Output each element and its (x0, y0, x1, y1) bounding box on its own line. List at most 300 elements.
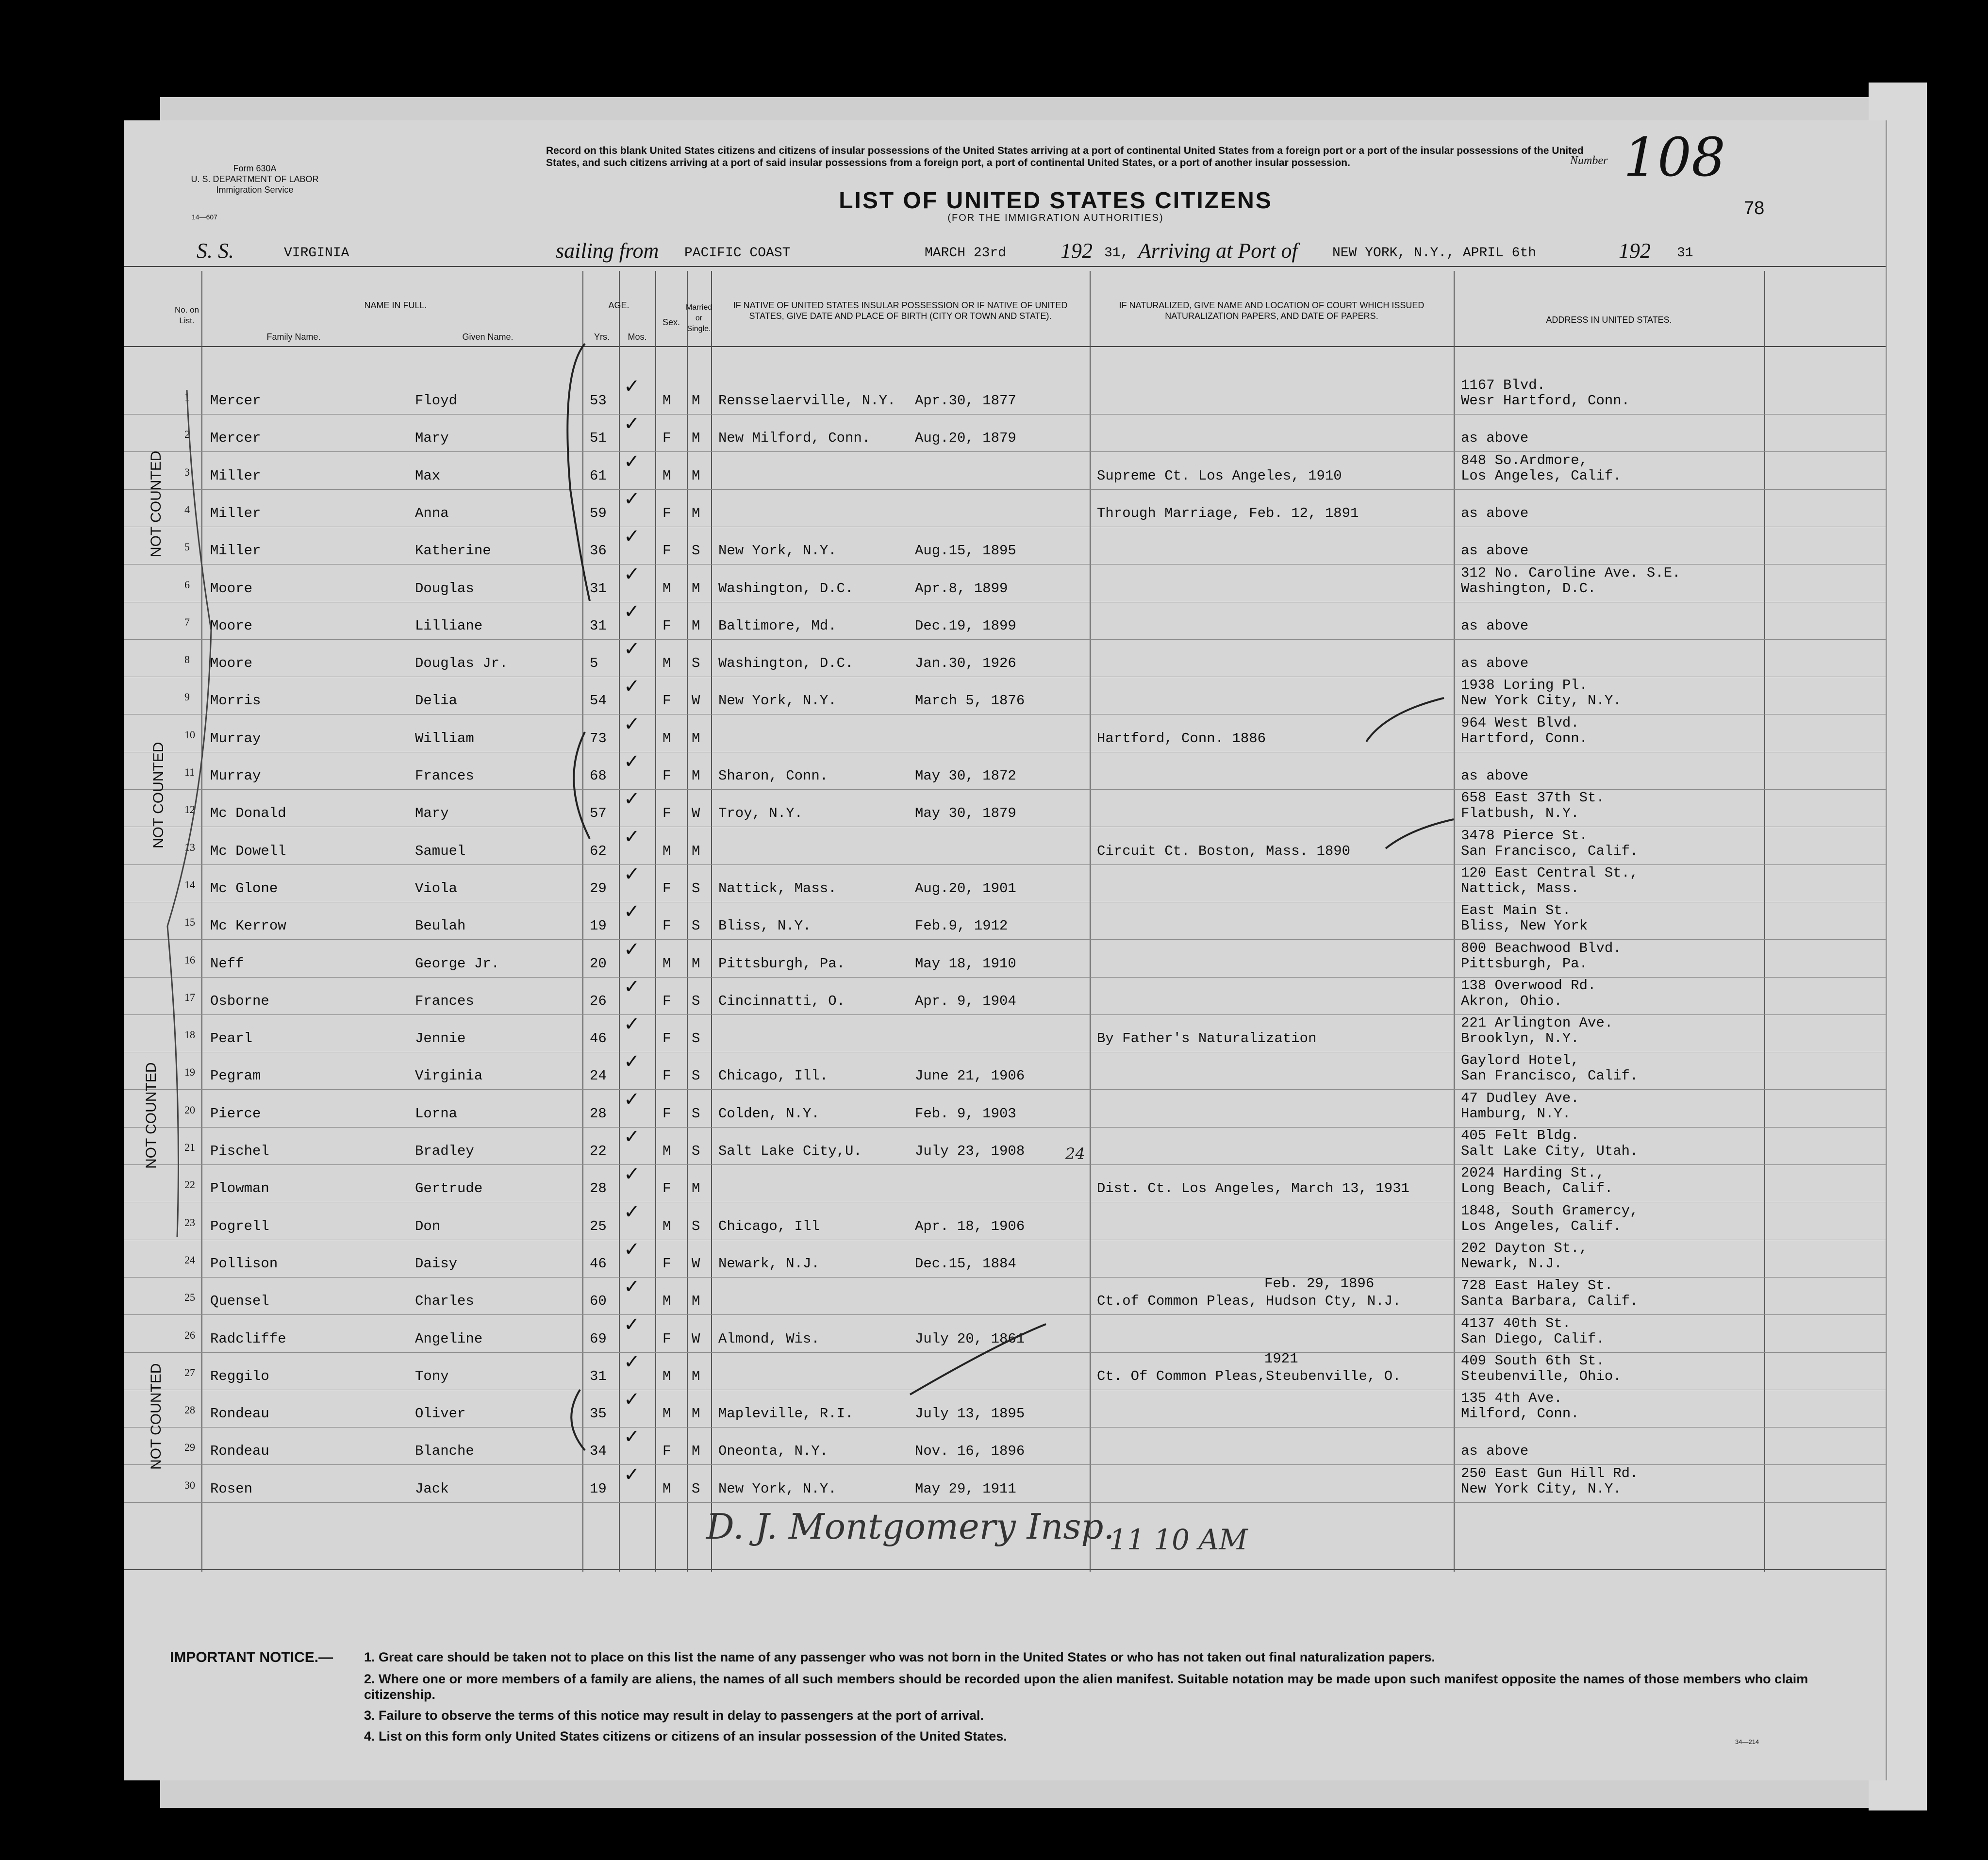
manifest-page (124, 120, 1887, 1780)
marital-status: M (692, 730, 700, 747)
marital-status: W (692, 1255, 700, 1272)
binder-hole (53, 1417, 79, 1450)
binder-hole (63, 1046, 88, 1079)
birth-date: July 13, 1895 (915, 1406, 1025, 1422)
age-years: 26 (590, 993, 607, 1009)
naturalization: Ct. Of Common Pleas,Steubenville, O. (1097, 1368, 1401, 1384)
marital-status: M (692, 843, 700, 859)
check-mark-icon: ✓ (624, 1013, 640, 1036)
birth-date: Aug.20, 1879 (915, 430, 1016, 447)
row-number: 22 (184, 1179, 195, 1191)
given-name: Mary (415, 430, 449, 447)
check-mark-icon: ✓ (624, 1238, 640, 1261)
address-line-1: 221 Arlington Ave. (1461, 1015, 1613, 1031)
age-years: 36 (590, 543, 607, 559)
check-mark-icon: ✓ (624, 413, 640, 435)
address-line-1: 728 East Haley St. (1461, 1278, 1613, 1294)
address-line-2: as above (1461, 617, 1529, 634)
arrival-port: NEW YORK, N.Y., APRIL 6th (1332, 246, 1537, 261)
address-line-2: Nattick, Mass. (1461, 880, 1579, 897)
marital-status: W (692, 693, 700, 709)
row-number: 14 (184, 878, 195, 891)
address-line-1: Gaylord Hotel, (1461, 1052, 1579, 1069)
notice-label: IMPORTANT NOTICE.— (170, 1649, 333, 1665)
not-counted-note: NOT COUNTED (150, 742, 166, 848)
row-number: 2 (184, 428, 190, 441)
marital-status: S (692, 543, 700, 559)
birth-date: Jan.30, 1926 (915, 655, 1016, 672)
row-number: 28 (184, 1404, 195, 1416)
address-line-2: Long Beach, Calif. (1461, 1180, 1613, 1197)
marital-status: S (692, 993, 700, 1009)
address-line-1: 405 Felt Bldg. (1461, 1128, 1579, 1144)
age-years: 57 (590, 805, 607, 822)
given-name: Charles (415, 1293, 474, 1310)
row-number: 15 (184, 916, 195, 929)
address-line-1: 312 No. Caroline Ave. S.E. (1461, 565, 1681, 581)
age-years: 5 (590, 655, 598, 672)
check-mark-icon: ✓ (624, 563, 640, 585)
naturalization: Hartford, Conn. 1886 (1097, 730, 1266, 747)
marital-status: M (692, 393, 700, 409)
address-line-1: 1167 Blvd. (1461, 377, 1546, 393)
birth-place: Pittsburgh, Pa. (718, 955, 845, 972)
address-line-1: 1938 Loring Pl. (1461, 677, 1588, 694)
col-head-married: Married or Single. (686, 303, 712, 333)
form-number: Form 630A (233, 164, 277, 173)
birth-place: Mapleville, R.I. (718, 1406, 854, 1422)
marital-status: M (692, 1180, 700, 1197)
col-head-given: Given Name. (462, 332, 514, 342)
family-name: Pischel (210, 1143, 269, 1159)
given-name: Blanche (415, 1443, 474, 1460)
marital-status: M (692, 1443, 700, 1460)
sex: M (663, 655, 671, 672)
check-mark-icon: ✓ (624, 600, 640, 623)
address-line-2: San Diego, Calif. (1461, 1330, 1605, 1347)
given-name: Gertrude (415, 1180, 483, 1197)
age-years: 69 (590, 1330, 607, 1347)
age-years: 54 (590, 693, 607, 709)
sex: M (663, 1368, 671, 1384)
birth-place: Chicago, Ill. (718, 1068, 828, 1084)
birth-date: Apr.30, 1877 (915, 393, 1016, 409)
sex: M (663, 1406, 671, 1422)
check-mark-icon: ✓ (624, 938, 640, 961)
address-line-2: New York City, N.Y. (1461, 693, 1622, 709)
address-line-1: 120 East Central St., (1461, 864, 1639, 881)
age-years: 20 (590, 955, 607, 972)
row-number: 11 (184, 766, 195, 778)
col-head-mos: Mos. (628, 332, 647, 342)
ship-name: VIRGINIA (284, 246, 349, 261)
birth-place: Nattick, Mass. (718, 880, 837, 897)
given-name: Tony (415, 1368, 449, 1384)
sex: F (663, 805, 671, 822)
address-line-1: 409 South 6th St. (1461, 1352, 1605, 1369)
inspection-time: 11 10 AM (1109, 1523, 1248, 1556)
birth-place: Rensselaerville, N.Y. (718, 393, 896, 409)
birth-date: July 20, 1861 (915, 1330, 1025, 1347)
check-mark-icon: ✓ (624, 525, 640, 548)
family-name: Miller (210, 467, 261, 484)
marital-status: W (692, 805, 700, 822)
age-years: 29 (590, 880, 607, 897)
row-number: 9 (184, 691, 190, 703)
sex: M (663, 393, 671, 409)
address-line-2: Santa Barbara, Calif. (1461, 1293, 1639, 1310)
service: Immigration Service (216, 185, 294, 195)
family-name: Pearl (210, 1030, 253, 1047)
sex: M (663, 955, 671, 972)
sex: F (663, 1030, 671, 1047)
age-years: 19 (590, 918, 607, 934)
sex: F (663, 918, 671, 934)
check-mark-icon: ✓ (624, 1050, 640, 1073)
address-line-2: as above (1461, 1443, 1529, 1460)
row-number: 5 (184, 541, 190, 553)
family-name: Mc Donald (210, 805, 286, 822)
check-mark-icon: ✓ (624, 975, 640, 998)
page-subtitle: (FOR THE IMMIGRATION AUTHORITIES) (947, 213, 1164, 223)
row-number: 7 (184, 615, 190, 628)
sex: F (663, 768, 671, 784)
form-code: 14—607 (192, 213, 217, 221)
marital-status: S (692, 880, 700, 897)
check-mark-icon: ✓ (624, 1200, 640, 1223)
sex: F (663, 1105, 671, 1122)
family-name: Mercer (210, 393, 261, 409)
inner-page-number: 78 (1744, 198, 1765, 218)
address-line-2: as above (1461, 430, 1529, 447)
sex: F (663, 993, 671, 1009)
family-name: Quensel (210, 1293, 269, 1310)
col-head-sex: Sex. (662, 317, 680, 327)
marital-status: M (692, 768, 700, 784)
check-mark-icon: ✓ (624, 675, 640, 698)
sex: M (663, 1480, 671, 1497)
birth-place: New York, N.Y. (718, 693, 837, 709)
row-number: 10 (184, 728, 195, 741)
family-name: Plowman (210, 1180, 269, 1197)
col-head-address: ADDRESS IN UNITED STATES. (1546, 315, 1672, 325)
birth-date: Apr.8, 1899 (915, 580, 1008, 597)
sex: F (663, 1180, 671, 1197)
birth-date: March 5, 1876 (915, 693, 1025, 709)
row-number: 30 (184, 1478, 195, 1491)
age-years: 60 (590, 1293, 607, 1310)
check-mark-icon: ✓ (624, 825, 640, 848)
given-name: William (415, 730, 474, 747)
birth-place: Almond, Wis. (718, 1330, 820, 1347)
birth-date: Dec.19, 1899 (915, 617, 1016, 634)
sex: F (663, 693, 671, 709)
family-name: Osborne (210, 993, 269, 1009)
binder-hole (53, 1582, 79, 1615)
address-line-2: New York City, N.Y. (1461, 1480, 1622, 1497)
col-head-age: AGE. (608, 300, 630, 310)
check-mark-icon: ✓ (624, 1426, 640, 1448)
address-line-2: Pittsburgh, Pa. (1461, 955, 1588, 972)
marital-status: W (692, 1330, 700, 1347)
naturalization-date: Feb. 29, 1896 (1264, 1276, 1375, 1292)
birth-place: Troy, N.Y. (718, 805, 803, 822)
age-years: 35 (590, 1406, 607, 1422)
family-name: Mc Glone (210, 880, 278, 897)
family-name: Mc Kerrow (210, 918, 286, 934)
address-line-1: 202 Dayton St., (1461, 1240, 1588, 1256)
check-mark-icon: ✓ (624, 788, 640, 811)
given-name: Katherine (415, 543, 491, 559)
check-mark-icon: ✓ (624, 750, 640, 773)
naturalization: By Father's Naturalization (1097, 1030, 1317, 1047)
origin: PACIFIC COAST (684, 246, 791, 261)
binder-hole (63, 495, 88, 528)
given-name: Frances (415, 993, 474, 1009)
sex: F (663, 430, 671, 447)
birth-date: June 21, 1906 (915, 1068, 1025, 1084)
address-line-2: Akron, Ohio. (1461, 993, 1562, 1009)
family-name: Murray (210, 730, 261, 747)
address-line-2: Steubenville, Ohio. (1461, 1368, 1622, 1384)
footer-code: 34—214 (1735, 1738, 1759, 1745)
age-years: 61 (590, 467, 607, 484)
marital-status: S (692, 1480, 700, 1497)
address-line-1: 135 4th Ave. (1461, 1390, 1562, 1407)
family-name: Morris (210, 693, 261, 709)
birth-date: Feb.9, 1912 (915, 918, 1008, 934)
address-line-1: 964 West Blvd. (1461, 714, 1579, 731)
address-line-2: Milford, Conn. (1461, 1406, 1579, 1422)
row-number: 26 (184, 1329, 195, 1341)
given-name: Max (415, 467, 441, 484)
row-number: 1 (184, 391, 190, 403)
birth-date: May 30, 1872 (915, 768, 1016, 784)
address-line-1: 138 Overwood Rd. (1461, 977, 1596, 994)
marital-status: M (692, 430, 700, 447)
address-line-2: Los Angeles, Calif. (1461, 467, 1622, 484)
age-years: 22 (590, 1143, 607, 1159)
age-years: 46 (590, 1030, 607, 1047)
inspector-signature: D. J. Montgomery Insp. (706, 1506, 1115, 1547)
address-line-1: 4137 40th St. (1461, 1315, 1571, 1331)
address-line-2: San Francisco, Calif. (1461, 1068, 1639, 1084)
marital-status: M (692, 1293, 700, 1310)
given-name: Don (415, 1218, 441, 1234)
age-years: 51 (590, 430, 607, 447)
check-mark-icon: ✓ (624, 713, 640, 735)
family-name: Mc Dowell (210, 843, 286, 859)
address-line-1: 2024 Harding St., (1461, 1165, 1605, 1181)
birth-date: Apr. 9, 1904 (915, 993, 1016, 1009)
marital-status: S (692, 1218, 700, 1234)
check-mark-icon: ✓ (624, 863, 640, 885)
family-name: Reggilo (210, 1368, 269, 1384)
birth-date: May 29, 1911 (915, 1480, 1016, 1497)
address-line-2: Salt Lake City, Utah. (1461, 1143, 1639, 1159)
col-head-yrs: Yrs. (594, 332, 610, 342)
address-line-2: Hamburg, N.Y. (1461, 1105, 1571, 1122)
address-line-1: 250 East Gun Hill Rd. (1461, 1465, 1639, 1481)
sex: F (663, 1068, 671, 1084)
check-mark-icon: ✓ (624, 638, 640, 661)
marital-status: M (692, 505, 700, 521)
address-line-1: 47 Dudley Ave. (1461, 1090, 1579, 1106)
birth-place: New Milford, Conn. (718, 430, 871, 447)
address-line-2: as above (1461, 768, 1529, 784)
check-mark-icon: ✓ (624, 1126, 640, 1148)
birth-place: Sharon, Conn. (718, 768, 828, 784)
family-name: Rondeau (210, 1443, 269, 1460)
year-suffix-1: 31, (1104, 246, 1129, 261)
address-line-2: Flatbush, N.Y. (1461, 805, 1579, 822)
check-mark-icon: ✓ (624, 1276, 640, 1298)
check-mark-icon: ✓ (624, 1388, 640, 1411)
row-number: 24 (184, 1253, 195, 1266)
arriving-label: Arriving at Port of (1138, 239, 1298, 263)
sex: M (663, 730, 671, 747)
birth-place: Salt Lake City,U. (718, 1143, 862, 1159)
family-name: Pogrell (210, 1218, 269, 1234)
given-name: Daisy (415, 1255, 458, 1272)
binder-hole (44, 345, 69, 378)
row-number: 17 (184, 991, 195, 1003)
check-mark-icon: ✓ (624, 1088, 640, 1111)
family-name: Rosen (210, 1480, 253, 1497)
check-mark-icon: ✓ (624, 1350, 640, 1373)
given-name: George Jr. (415, 955, 500, 972)
sex: M (663, 1218, 671, 1234)
row-number: 21 (184, 1141, 195, 1153)
marital-status: M (692, 1368, 700, 1384)
number-label: Number (1570, 154, 1608, 167)
row-number: 27 (184, 1366, 195, 1378)
check-mark-icon: ✓ (624, 1313, 640, 1336)
address-line-1: 800 Beachwood Blvd. (1461, 940, 1622, 956)
age-years: 34 (590, 1443, 607, 1460)
age-years: 28 (590, 1180, 607, 1197)
marital-status: S (692, 1068, 700, 1084)
birth-date: Aug.15, 1895 (915, 543, 1016, 559)
family-name: Miller (210, 505, 261, 521)
naturalization: Supreme Ct. Los Angeles, 1910 (1097, 467, 1342, 484)
address-line-2: Wesr Hartford, Conn. (1461, 393, 1630, 409)
record-instructions: Record on this blank United States citizens and citizens of insular possessions of the United States arriving at a port of continental United States from a foreign port or a port of the insular possessions of the United States, and such citizens arriving at a port of said insular possessions from a foreign port, a port of continental United States, or a port of another insular possession. (546, 145, 1584, 168)
address-line-1: 3478 Pierce St. (1461, 827, 1588, 844)
year-prefix-2: 192 (1619, 239, 1651, 263)
year-suffix-2: 31 (1677, 246, 1693, 261)
family-name: Moore (210, 655, 253, 672)
age-years: 73 (590, 730, 607, 747)
given-name: Lorna (415, 1105, 458, 1122)
birth-place: Washington, D.C. (718, 580, 854, 597)
birth-place: Baltimore, Md. (718, 617, 837, 634)
age-years: 19 (590, 1480, 607, 1497)
given-name: Douglas Jr. (415, 655, 508, 672)
row-21-note: 24 (1065, 1145, 1085, 1163)
marital-status: S (692, 1105, 700, 1122)
marital-status: M (692, 580, 700, 597)
sex: M (663, 1143, 671, 1159)
notice-item: 4. List on this form only United States citizens or citizens of an insular possession of the United States. (364, 1729, 1007, 1744)
check-mark-icon: ✓ (624, 1163, 640, 1186)
address-line-1: 848 So.Ardmore, (1461, 452, 1588, 468)
address-line-2: as above (1461, 655, 1529, 672)
birth-place: Newark, N.J. (718, 1255, 820, 1272)
address-line-2: Brooklyn, N.Y. (1461, 1030, 1579, 1047)
check-mark-icon: ✓ (624, 450, 640, 473)
birth-date: Feb. 9, 1903 (915, 1105, 1016, 1122)
age-years: 24 (590, 1068, 607, 1084)
address-line-2: Bliss, New York (1461, 918, 1588, 934)
given-name: Bradley (415, 1143, 474, 1159)
not-counted-note: NOT COUNTED (148, 1363, 164, 1470)
family-name: Pollison (210, 1255, 278, 1272)
row-number: 25 (184, 1291, 195, 1304)
binder-hole (63, 745, 88, 778)
department: U. S. DEPARTMENT OF LABOR (191, 174, 319, 184)
age-years: 59 (590, 505, 607, 521)
address-line-2: Newark, N.J. (1461, 1255, 1562, 1272)
birth-date: Aug.20, 1901 (915, 880, 1016, 897)
age-years: 68 (590, 768, 607, 784)
family-name: Radcliffe (210, 1330, 286, 1347)
row-number: 16 (184, 953, 195, 966)
age-years: 31 (590, 1368, 607, 1384)
row-number: 19 (184, 1066, 195, 1079)
row-number: 3 (184, 465, 190, 478)
naturalization-date: 1921 (1264, 1350, 1298, 1367)
sex: M (663, 843, 671, 859)
given-name: Jennie (415, 1030, 466, 1047)
page-title: LIST OF UNITED STATES CITIZENS (839, 188, 1273, 214)
address-line-2: as above (1461, 543, 1529, 559)
check-mark-icon: ✓ (624, 487, 640, 510)
marital-status: M (692, 467, 700, 484)
row-number: 20 (184, 1103, 195, 1116)
family-name: Pegram (210, 1068, 261, 1084)
birth-date: July 23, 1908 (915, 1143, 1025, 1159)
birth-place: New York, N.Y. (718, 543, 837, 559)
sex: F (663, 617, 671, 634)
age-years: 31 (590, 580, 607, 597)
given-name: Samuel (415, 843, 466, 859)
birth-place: New York, N.Y. (718, 1480, 837, 1497)
address-line-1: 658 East 37th St. (1461, 790, 1605, 806)
given-name: Angeline (415, 1330, 483, 1347)
given-name: Virginia (415, 1068, 483, 1084)
sex: M (663, 467, 671, 484)
family-name: Moore (210, 617, 253, 634)
col-head-no: No. on List. (174, 305, 199, 325)
sex: M (663, 1293, 671, 1310)
given-name: Jack (415, 1480, 449, 1497)
sailing-from-label: sailing from (556, 239, 659, 263)
marital-status: S (692, 1030, 700, 1047)
given-name: Douglas (415, 580, 474, 597)
family-name: Mercer (210, 430, 261, 447)
birth-date: Dec.15, 1884 (915, 1255, 1016, 1272)
row-number: 29 (184, 1441, 195, 1454)
birth-place: Colden, N.Y. (718, 1105, 820, 1122)
marital-status: M (692, 955, 700, 972)
marital-status: S (692, 655, 700, 672)
row-number: 18 (184, 1029, 195, 1041)
birth-date: May 18, 1910 (915, 955, 1016, 972)
birth-place: Cincinnatti, O. (718, 993, 845, 1009)
check-mark-icon: ✓ (624, 375, 640, 398)
check-mark-icon: ✓ (624, 900, 640, 923)
